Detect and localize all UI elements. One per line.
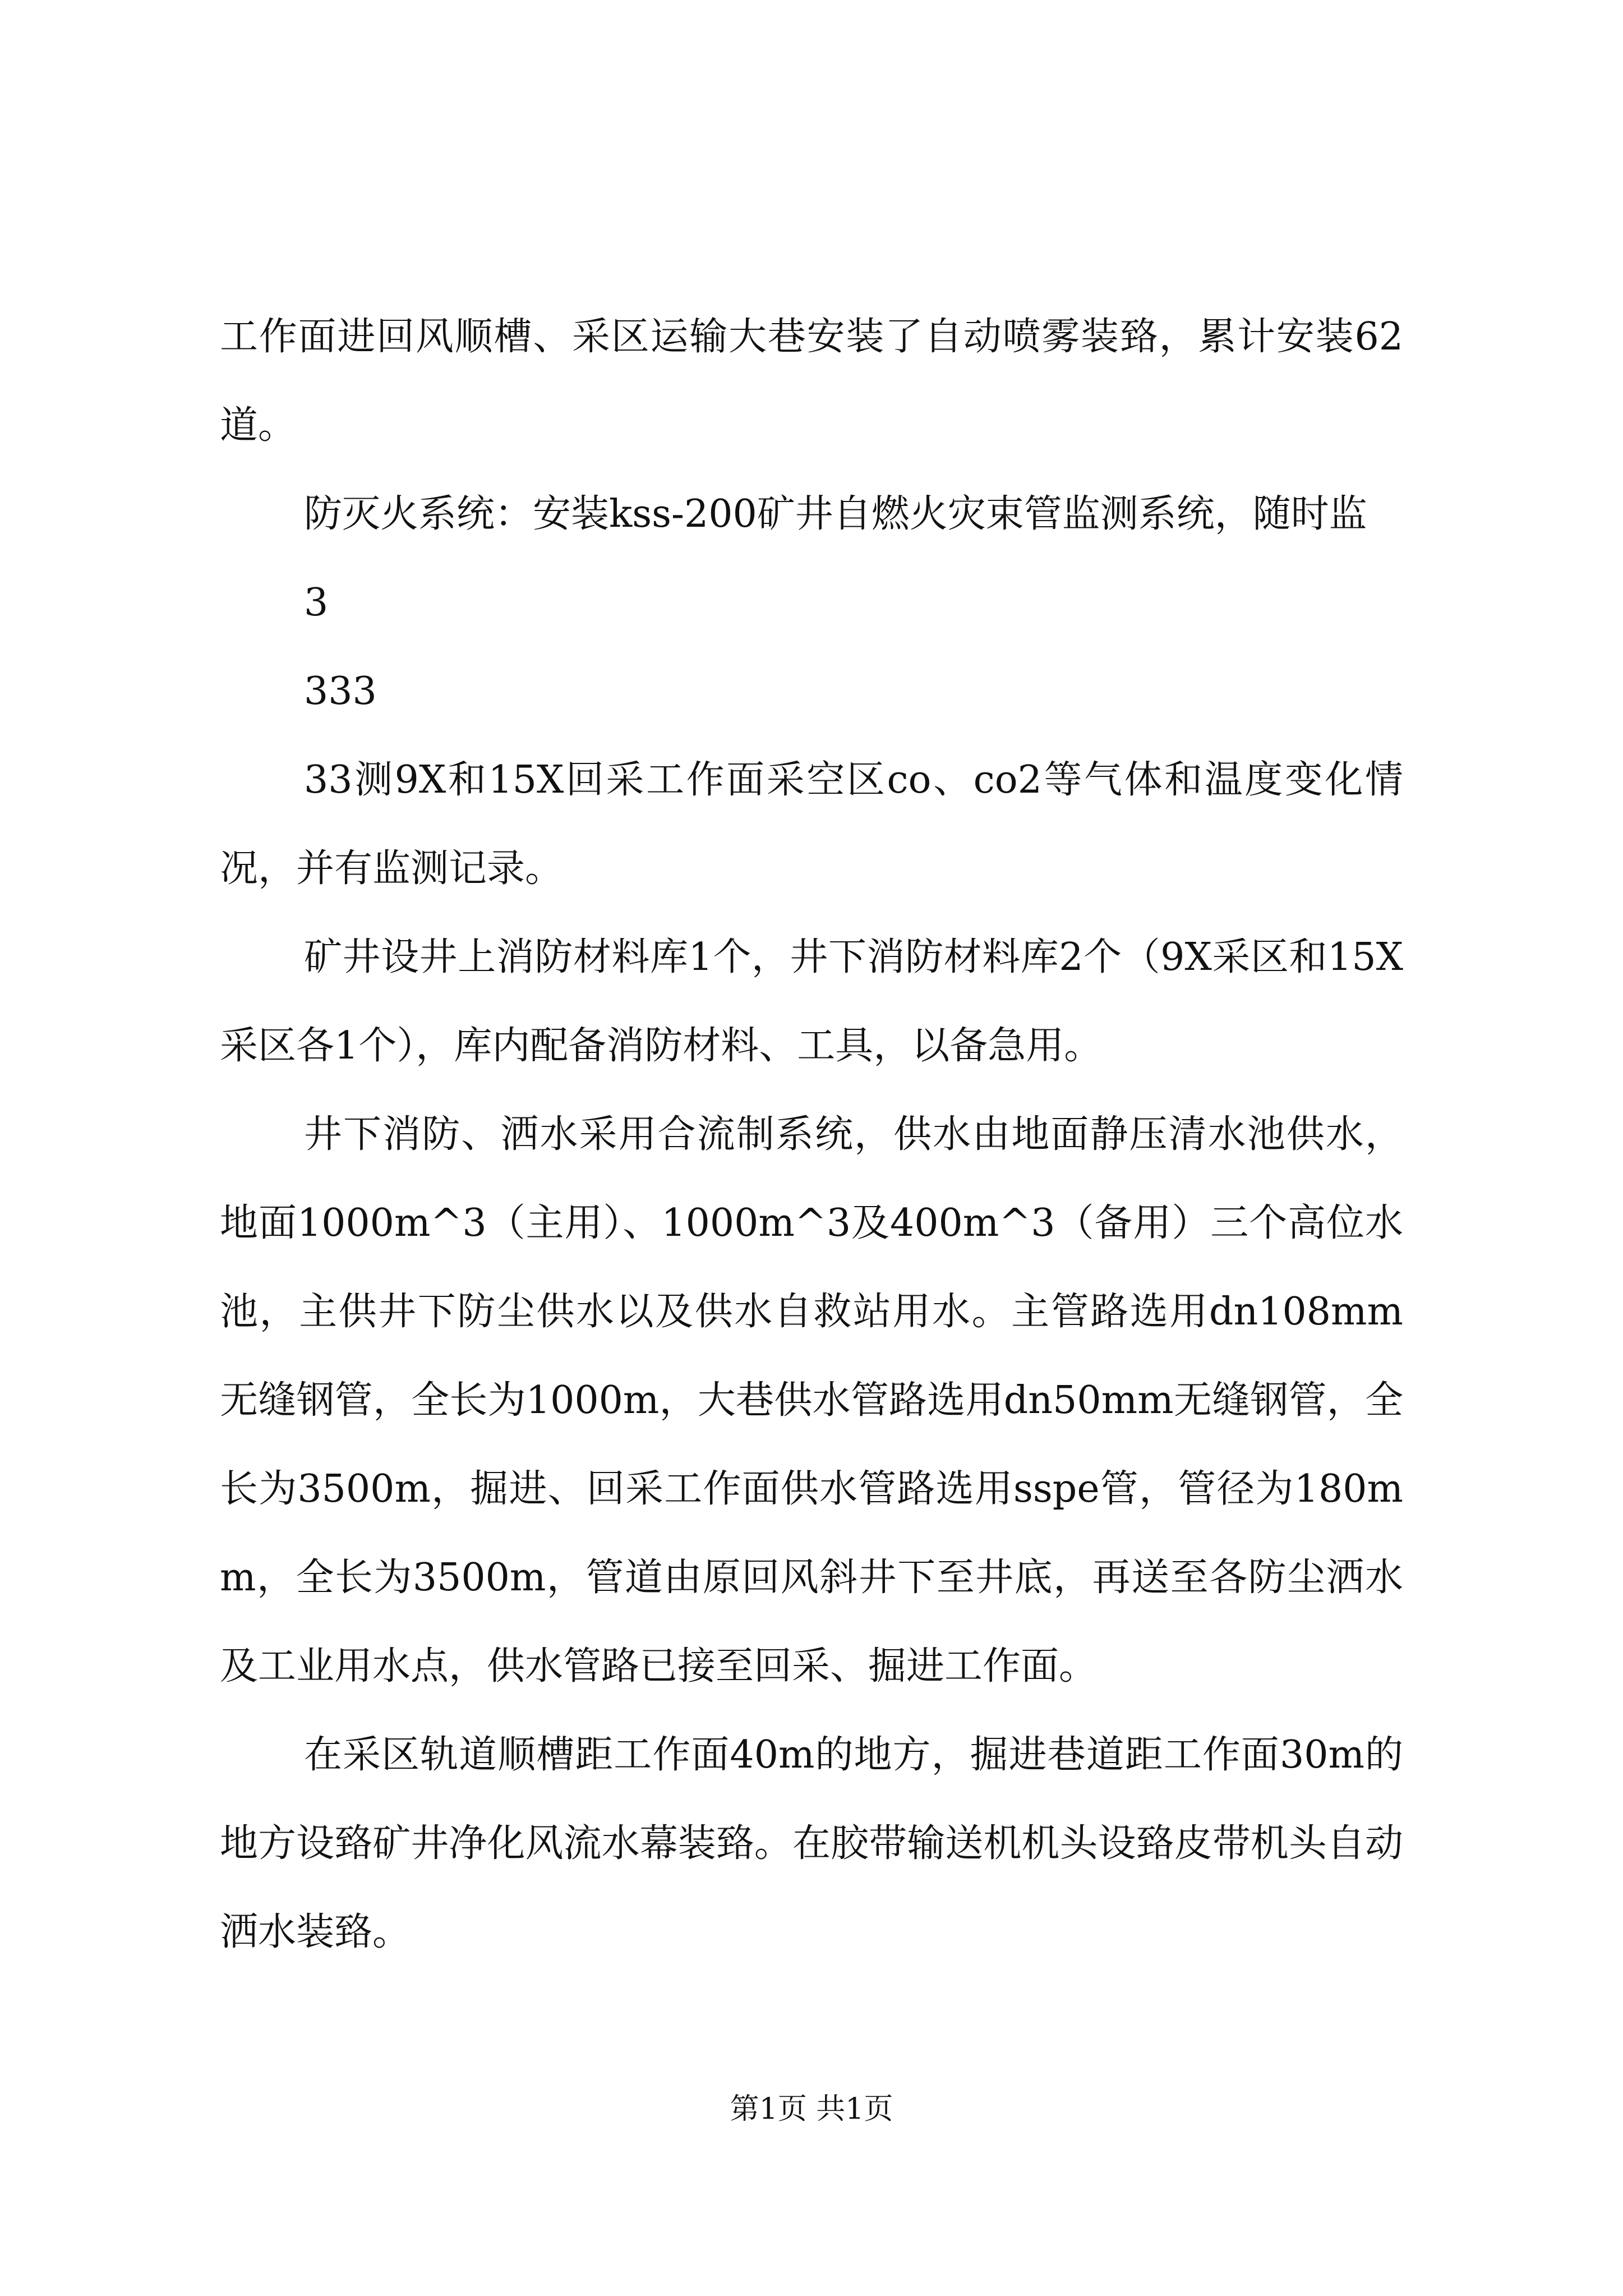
- paragraph-spray-devices: 工作面进回风顺槽、采区运输大巷安装了自动喷雾装臵，累计安装62道。: [220, 315, 1403, 448]
- paragraph-fire-material-store: 矿井设井上消防材料库1个，井下消防材料库2个（9X采区和15X采区各1个），库内配备消防材料、工具，以备急用。: [220, 935, 1403, 1068]
- paragraph-fire-prevention: 防灭火系统：安装kss-200矿井自燃火灾束管监测系统，随时监: [304, 492, 1367, 536]
- page-footer: 第1页 共1页: [730, 2092, 893, 2126]
- paragraph-gas-monitoring: 33测9X和15X回采工作面采空区co、co2等气体和温度变化情况，并有监测记录。: [220, 758, 1403, 891]
- paragraph-fragment-333: 333: [304, 669, 377, 714]
- document-body: [220, 293, 1403, 1977]
- paragraph-water-supply: 井下消防、洒水采用合流制系统，供水由地面静压清水池供水，地面1000m^3（主用）、1000m^3及400m^3（备用）三个高位水池，主供井下防尘供水以及供水自救站用水。主管路选用dn108mm无缝钢管，全长为1000m，大巷供水管路选用dn50mm无缝钢管，全长为3500m，掘进、回采工作面供水管路选用sspe管，管径为180mm，全长为3500m，管道由原回风斜井下至井底，再送至各防尘洒水及工业用水点，供水管路已接至回采、掘进工作面。: [220, 1112, 1403, 1688]
- paragraph-water-curtain: 在采区轨道顺槽距工作面40m的地方，掘进巷道距工作面30m的地方设臵矿井净化风流水幕装臵。在胶带输送机机头设臵皮带机头自动洒水装臵。: [220, 1733, 1403, 1954]
- paragraph-fragment-3: 3: [304, 581, 329, 625]
